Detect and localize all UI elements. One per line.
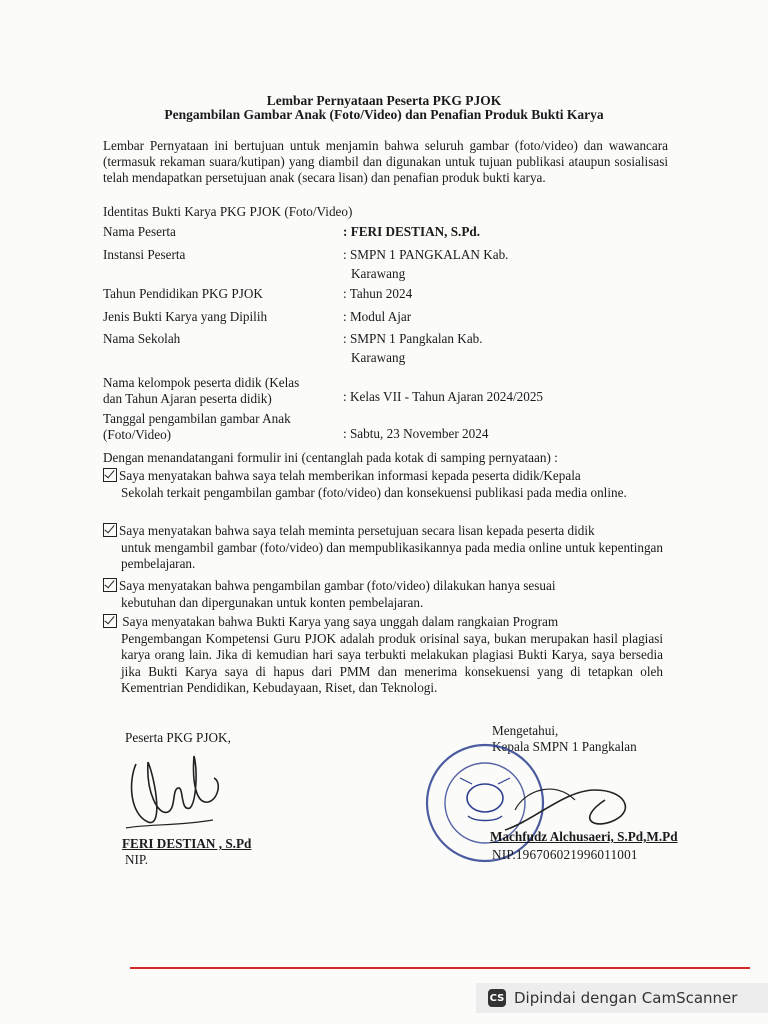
statement-2: Saya menyatakan bahwa saya telah meminta persetujuan secara lisan kepada peserta didik untuk mengambil gambar (foto/video) dan mempublikasikannya pada media online untuk kepentingan pembelajaran. xyxy=(103,523,663,573)
statement-3: Saya menyatakan bahwa pengambilan gambar (foto/video) dilakukan hanya sesuai kebutuhan dan dipergunakan untuk konten pembelajaran. xyxy=(103,578,663,611)
identity-value: : SMPN 1 Pangkalan Kab. Karawang xyxy=(343,331,483,365)
identity-value: : Tahun 2024 xyxy=(343,286,413,301)
decorative-red-line xyxy=(130,967,750,969)
identity-label: Nama kelompok peserta didik (Kelas dan Tahun Ajaran peserta didik) xyxy=(103,375,300,406)
identity-label: Jenis Bukti Karya yang Dipilih xyxy=(103,309,268,324)
statement-1: Saya menyatakan bahwa saya telah memberikan informasi kepada peserta didik/Kepala Sekolah terkait pengambilan gambar (foto/video) dan konsekuensi publikasi pada media online. xyxy=(103,468,663,501)
signer-name-right: Machfudz Alchusaeri, S.Pd,M.Pd xyxy=(490,829,678,844)
signature-left-icon xyxy=(118,742,238,832)
signer-role-right: Kepala SMPN 1 Pangkalan xyxy=(492,739,637,754)
identity-value: : SMPN 1 PANGKALAN Kab. Karawang xyxy=(343,247,509,281)
camscanner-text: Dipindai dengan CamScanner xyxy=(514,989,738,1007)
instruction-text: Dengan menandatangani formulir ini (centanglah pada kotak di samping pernyataan) : xyxy=(103,450,558,465)
signer-role-left: Peserta PKG PJOK, xyxy=(125,730,231,745)
identity-value: : Modul Ajar xyxy=(343,309,412,324)
identity-label: Nama Peserta xyxy=(103,224,176,239)
camscanner-watermark xyxy=(476,983,768,1013)
identity-heading: Identitas Bukti Karya PKG PJOK (Foto/Video) xyxy=(103,204,353,219)
document-subtitle: Pengambilan Gambar Anak (Foto/Video) dan Penafian Produk Bukti Karya xyxy=(164,107,604,122)
intro-paragraph: Lembar Pernyataan ini bertujuan untuk menjamin bahwa seluruh gambar (foto/video) dan wawancara (termasuk rekaman suara/kutipan) yang diambil dan digunakan untuk tujuan publikasi ataupun sosialisasi telah mendapatkan persetujuan anak (secara lisan) dan penafian produk bukti karya. xyxy=(103,138,668,185)
statement-4: Saya menyatakan bahwa Bukti Karya yang saya unggah dalam rangkaian Program Pengembangan Kompetensi Guru PJOK adalah produk orisinal saya, bukan merupakan hasil plagiasi karya orang lain. Jika di kemudian hari saya terbukti melakukan plagiasi Bukti Karya, saya bersedia jika Bukti Karya saya di hapus dari PMM dan menerima konsekuensi yang di tetapkan oleh Kementrian Pendidikan, Kebudayaan, Riset, dan Teknologi. xyxy=(103,614,663,697)
signer-name-left: FERI DESTIAN , S.Pd xyxy=(122,836,252,851)
document-title: Lembar Pernyataan Peserta PKG PJOK xyxy=(266,93,502,108)
identity-value: : FERI DESTIAN, S.Pd. xyxy=(343,224,481,239)
identity-label: Tahun Pendidikan PKG PJOK xyxy=(103,286,263,301)
checkbox-checked-icon[interactable] xyxy=(103,523,117,537)
checkbox-checked-icon[interactable] xyxy=(103,468,117,482)
identity-label: Nama Sekolah xyxy=(103,331,181,346)
identity-value: : Kelas VII - Tahun Ajaran 2024/2025 xyxy=(343,389,544,404)
identity-label: Instansi Peserta xyxy=(103,247,186,262)
signer-nip-right: NIP.196706021996011001 xyxy=(492,847,638,862)
camscanner-logo-icon: CS xyxy=(488,989,506,1007)
identity-value: : Sabtu, 23 November 2024 xyxy=(343,426,489,441)
identity-label: Tanggal pengambilan gambar Anak (Foto/Video) xyxy=(103,411,291,442)
checkbox-checked-icon[interactable] xyxy=(103,614,117,628)
signer-nip-left: NIP. xyxy=(125,852,149,867)
known-label: Mengetahui, xyxy=(492,723,559,738)
checkbox-checked-icon[interactable] xyxy=(103,578,117,592)
